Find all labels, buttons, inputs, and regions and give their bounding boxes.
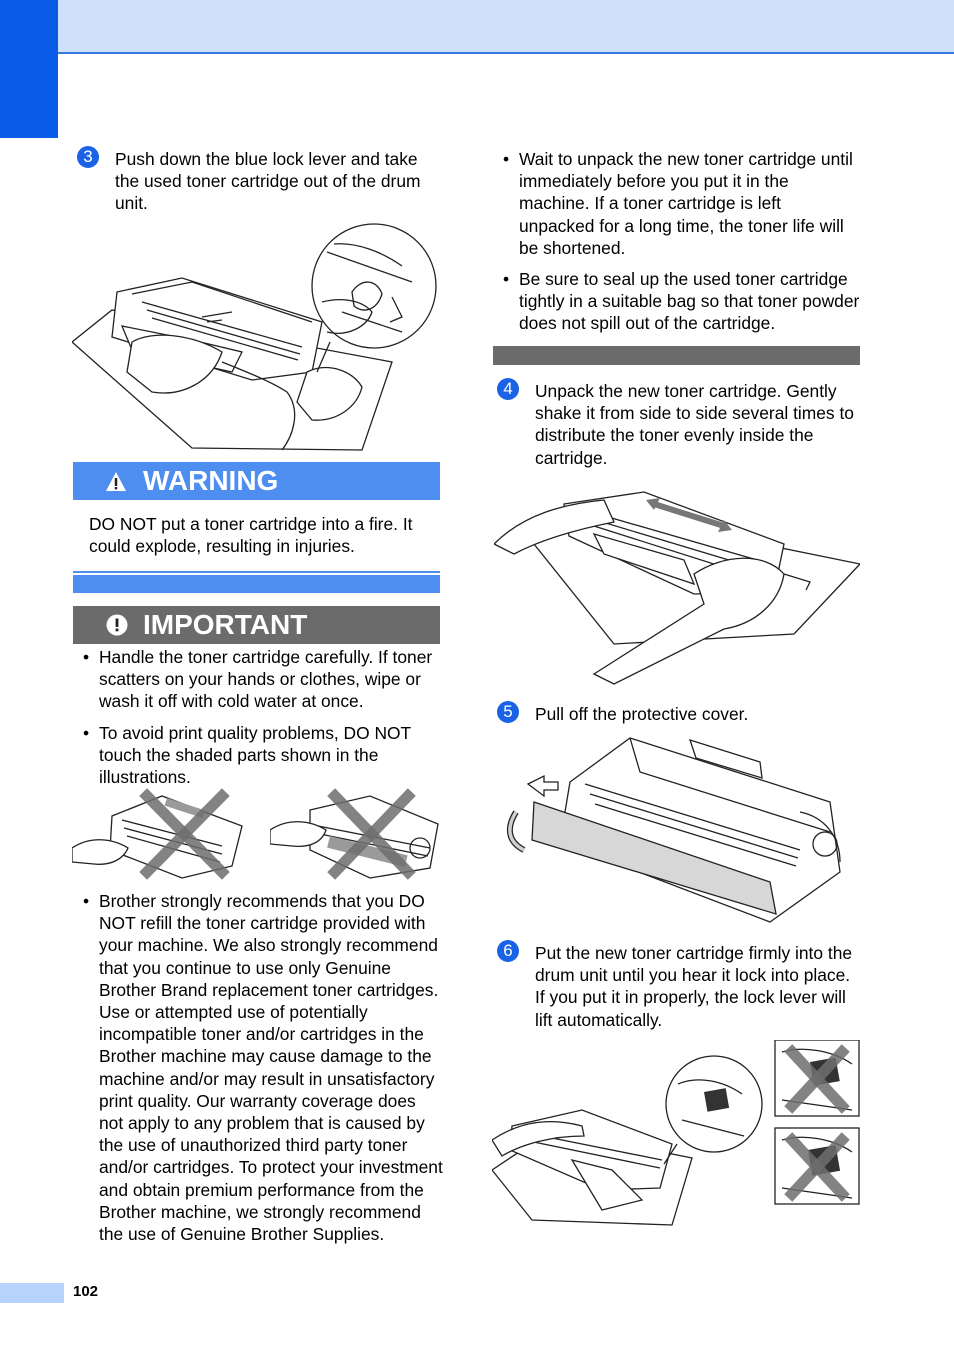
warning-text: DO NOT put a toner cartridge into a fire. It could explode, resulting in injuries.: [89, 514, 413, 557]
exclamation-icon: [106, 614, 128, 636]
warning-triangle-icon: [105, 471, 127, 493]
list-item: • To avoid print quality problems, DO NOT touch the shaded parts shown in the illustrations.: [73, 722, 443, 789]
step-number-5: 5: [497, 701, 519, 723]
page-number-box: [0, 1283, 64, 1303]
step-number-4: 4: [497, 378, 519, 400]
list-item: • Brother strongly recommends that you DO NOT refill the toner cartridge provided with your machine. We also strongly recommend that you continue to use only Genuine Brother Brand replacement toner cartridges. Use or attempted use of potentially incompatible toner and/or cartridges in the Brother machine may cause damage to the machine and/or may result in unsatisfactory print quality. Our warranty coverage does not apply to any problem that is caused by the use of unauthorized third party toner and/or cartridges. To protect your investment and obtain premium performance from the Brother machine, we strongly recommend the use of Genuine Brother Supplies.: [73, 890, 443, 1245]
illustration-do-not-touch-2: [270, 786, 442, 882]
important-banner: [73, 606, 440, 644]
step-text-3: Push down the blue lock lever and take the used toner cartridge out of the drum unit.: [115, 149, 421, 214]
step-text-5: Pull off the protective cover.: [535, 704, 749, 724]
list-item: • Wait to unpack the new toner cartridge until immediately before you put it in the machine. If a toner cartridge is left unpacked for a long time, the toner life will be shortened.: [493, 148, 861, 259]
important-bullets-bottom: [73, 890, 443, 1254]
warning-end-bar: [73, 575, 440, 593]
important-title: IMPORTANT: [143, 609, 308, 640]
header-bar: [0, 0, 954, 54]
list-item: • Be sure to seal up the used toner cartridge tightly in a suitable bag so that toner powder does not spill out of the cartridge.: [493, 268, 861, 335]
chapter-tab: [0, 0, 58, 138]
warning-top-rule: [73, 571, 440, 573]
illustration-do-not-touch-1: [72, 786, 247, 882]
step-text-6: Put the new toner cartridge firmly into the drum unit until you hear it lock into place. If you put it in properly, the lock lever will lift automatically.: [535, 943, 853, 1030]
list-item: • Handle the toner cartridge carefully. If toner scatters on your hands or clothes, wipe or wash it off with cold water at once.: [73, 646, 443, 713]
warning-title: WARNING: [143, 465, 279, 496]
right-bullets: [493, 148, 861, 344]
illustration-shake-cartridge: [494, 474, 860, 688]
step-number-3: 3: [77, 146, 99, 168]
illustration-remove-toner: [72, 222, 442, 452]
step-number-6: 6: [497, 940, 519, 962]
illustration-install-cartridge: [492, 1040, 862, 1230]
warning-banner: [73, 462, 440, 500]
step-text-4: Unpack the new toner cartridge. Gently shake it from side to side several times to distribute the toner evenly inside the cartridge.: [535, 381, 854, 468]
illustration-pull-cover: [500, 732, 850, 928]
page-number: 102: [73, 1283, 99, 1300]
important-bullets-top: [73, 646, 443, 797]
important-end-bar: [493, 346, 860, 365]
